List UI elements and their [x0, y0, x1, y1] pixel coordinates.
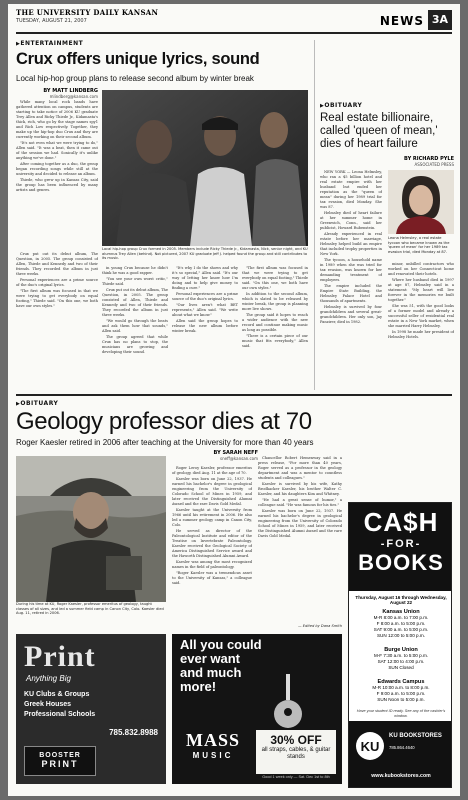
geo-paragraph: Chancellor Robert Hemenway said in a press release, "For more than 40 years, Roger served as a professor in the geology department and was a mentor to countless students and colleagues." — [258, 456, 342, 480]
print-ad-bullet: KU Clubs & Groups — [24, 691, 90, 698]
crux-byline-name: BY MATT LINDBERG — [43, 88, 98, 94]
cash-title-mid: -FOR- — [380, 538, 422, 550]
geo-headline: Geology professor dies at 70 — [16, 408, 312, 435]
crux-paragraph: "It's not even what we were trying to do," Allen said. "It was a beat, then it came out of the session we had. Sonically it's unlike anything we've done." — [16, 141, 98, 160]
kaesler-photo — [16, 456, 166, 602]
print-ad-bullets — [24, 690, 95, 720]
mass-music-ad[interactable] — [172, 634, 342, 784]
crux-photo-art — [102, 90, 308, 246]
cash-title-bottom: BOOKS — [358, 550, 444, 575]
crux-paragraph: Personal experiences are a prime source of the duo's original lyrics. — [172, 292, 238, 301]
geo-paragraph: Kaesler is survived by his wife, Kathy Brodhacker Kaesler, his brother Walter C. Kaesler, and his daughters Kim and Whitney. — [258, 482, 342, 496]
crux-paragraph: While many local rock bands have gathered attention on campus, students are starting to take notice of 2006 KU graduate Trey Allen and Ricky Thiede Jr., Kidamasta's thick, rich, who go by the stage names spy1 and Rich Low respectively. Together, they make up the hip-hop duo Crux and they are currently working on their second album. — [16, 100, 98, 139]
logo-bottom-text: PRINT — [41, 759, 79, 769]
obit1-paragraph: Where her husband died in 1997 at age 87, Helmsley said in a statement: "My heart will live forever in the memories we built together." — [388, 278, 454, 302]
section-rule — [16, 394, 452, 396]
ku-bookstores-logo-icon — [355, 731, 385, 761]
geo-byline — [178, 450, 258, 461]
crux-paragraph: "Our lives aren't what BET represents," Allen said. "We write about what we know." — [172, 303, 238, 317]
crux-paragraph: "There is a certain piece of our music that fits everybody," Allen said. — [242, 334, 308, 348]
newspaper-page — [8, 4, 460, 796]
booster-print-logo — [24, 746, 96, 776]
cash-hours: SAT 12:00 to 4:00 p.m. — [377, 659, 425, 664]
crux-column-3 — [172, 266, 238, 390]
mass-ad-line: more! — [180, 679, 217, 694]
obit1-paragraph: In 1998 he made her president of Helmsley Hotels. — [388, 330, 454, 339]
crux-paragraph: "It's why I do the shows and why it's so special," Allen said. "It's our way of letting her know how I'm doing and to help give money to finding a cure." — [172, 266, 238, 290]
cash-title-top: CA$H — [363, 507, 439, 537]
geo-subhead: Roger Kaesler retired in 2006 after teaching at the University for more than 40 years — [16, 438, 314, 447]
crux-column-1b — [16, 252, 98, 390]
cash-location-name: Burge Union — [384, 647, 418, 653]
cash-hours: SAT 9:00 a.m. to 5:00 p.m. — [373, 627, 429, 632]
crux-byline — [16, 88, 98, 99]
obit1-byline-org: ASSOCIATED PRESS — [414, 162, 454, 167]
geo-byline-email: sneff@kansan.com — [220, 456, 258, 461]
cash-location-edwards — [353, 679, 449, 703]
obit1-paragraph: Already experienced in real estate before her marriage, Helmsley helped build an empire that included trophy properties in New York. — [320, 232, 382, 256]
geo-paragraph: Kaesler was born on June 22, 1937. He earned his bachelor's degree in geological engineering from the University of Colorado School of Mines in 1959, and later received the Distinguished Alumni Award and the rare Davis Gold Medal. — [172, 477, 252, 506]
crux-paragraph: "You see your own worst critic," Thiede said. — [102, 277, 168, 286]
crux-photo-caption: Local hip-hop group Crux formed in 2005. Members include Ricky Thiede Jr., Kidamasta, Nick, senior night, and KU alumnus Trey Allen (behind). Not pictured, 2007 KU graduate Jeff J. helped found the group and still contributes to its music. — [102, 247, 308, 261]
mass-logo-brand: MASS — [185, 730, 240, 750]
obit1-byline — [320, 156, 454, 167]
geo-paragraph: Kaesler was born on June 22, 1937. He earned his bachelor's degree in geological engineering from the University of Colorado School of Mines in 1959, and later received the Distinguished Alumni Award and the rare Davis Gold Medal. — [258, 509, 342, 538]
obit1-headline: Real estate billionaire, called 'queen of mean,' dies of heart failure — [320, 112, 438, 150]
crux-paragraph: The group said it hopes to reach a wider audience with the new record and continue making music as long as possible. — [242, 313, 308, 332]
obit1-paragraph: Helmsley is survived by four grandchildren and several great-grandchildren. Her only son, Jay Panzirer, died in 1982. — [320, 305, 382, 324]
mass-offer-bottom: all straps, cables, & guitar stands — [261, 747, 331, 760]
obit1-column-1 — [320, 170, 382, 390]
mass-ad-line: ever want — [180, 651, 240, 666]
crux-subhead: Local hip-hop group plans to release second album by winter break — [16, 74, 254, 83]
mass-music-logo — [178, 730, 248, 760]
cash-location-name: Kansas Union — [382, 609, 420, 615]
crux-paragraph: After coming together as a duo, the group began recording songs while still at the university and decided to release an album. — [16, 162, 98, 176]
mass-offer-top: 30% OFF — [270, 733, 322, 747]
ku-bookstores-phone: 785.864.4640 — [389, 745, 415, 750]
column-divider — [314, 40, 315, 390]
cash-hours: M-R 8:00 a.m. to 7:00 p.m. — [373, 615, 429, 620]
booster-print-ad[interactable] — [16, 634, 166, 784]
print-ad-sub: Anything Big — [26, 674, 71, 683]
geo-byline-name: BY SARAH NEFF — [213, 450, 258, 456]
cash-hours: SUN Closed — [388, 665, 414, 670]
crux-paragraph: Crux put out its debut album, The Question, in 2005. The group consisted of Allen, Thiede and Kennedy and two of their friends. They recorded the album in just three weeks. — [102, 288, 168, 317]
mass-ad-line: All you could — [180, 637, 262, 652]
geo-column-1 — [172, 466, 252, 622]
section-name: NEWS — [379, 14, 424, 28]
page-number: 3A — [428, 10, 452, 30]
svg-text:KU: KU — [360, 739, 380, 754]
geo-paragraph: Kaesler was among the most recognized names in the field of paleontology. — [172, 560, 252, 569]
crux-paragraph: in young Crux because he didn't think he was a good rapper. — [102, 266, 168, 275]
obit1-paragraph: NEW YORK — Leona Helmsley, who ran a $5 billion hotel and real estate empire with her husband but ended her reputation as the "queen of mean" during her 1989 trial for tax evasion, died Monday. She was 87. — [320, 170, 382, 209]
cash-hours: M-F 7:30 a.m. to 5:00 p.m. — [373, 653, 429, 658]
cash-hours: M-R 10:00 a.m. to 8:00 p.m. — [372, 685, 430, 690]
ku-bookstores-footer — [349, 721, 452, 788]
obit1-paragraph: Helmsley died of heart failure at her summer home in Greenwich, Conn., said her publicist, Howard Rubenstein. — [320, 211, 382, 230]
crux-column-1 — [16, 100, 98, 248]
cash-hours: F 9:00 a.m. to 5:00 p.m. — [376, 691, 426, 696]
ku-bookstores-brand: KU BOOKSTORES — [389, 733, 442, 739]
kaesler-caption: During his time at KU, Roger Kaesler, professor emeritus of geology, taught classes of all sizes, and led a summer field camp in Canon City, Colo. Kaesler died Aug. 11, retired in 2006. — [16, 602, 164, 616]
crux-headline: Crux offers unique lyrics, sound — [16, 50, 260, 68]
helmsley-caption: Leona Helmsley, a real estate tycoon who became known as the 'queen of mean' for her 1989 tax evasion trial, died Monday at 87. — [388, 236, 450, 254]
obit1-paragraph: minor, unbilled contractors who worked on her Connecticut home and renovated their hotels. — [388, 262, 454, 276]
issue-date: TUESDAY, AUGUST 21, 2007 — [16, 18, 87, 24]
crux-column-4 — [242, 266, 308, 390]
geo-section-label: ▶ OBITUARY — [16, 400, 58, 407]
geo-paragraph: Kaesler taught at the University from 1966 until his retirement in 2006. He also led a summer geology camp in Canon City, Colo. — [172, 508, 252, 527]
crux-paragraph: Personal experiences are a prime source of the duo's original lyrics. — [16, 278, 98, 287]
obit1-column-2 — [388, 262, 454, 390]
cash-location-name: Edwards Campus — [377, 679, 425, 685]
cash-location-burge-union — [353, 647, 449, 671]
obit1-paragraph: The tycoon, a household name in 1989 when she was tried for tax evasion, was known for her demanding treatment of employees. — [320, 258, 382, 282]
kaesler-photo-art — [16, 456, 166, 602]
cash-dates: Thursday, August 16 through Wednesday, August 22 — [355, 595, 447, 605]
crux-column-2 — [102, 266, 168, 390]
mass-logo-sub: MUSIC — [192, 751, 234, 760]
mass-ad-line: and much — [180, 665, 242, 680]
helmsley-photo-art — [388, 170, 454, 234]
crux-paragraph: Allen said the group hopes to release the new album before winter break. — [172, 319, 238, 333]
cash-hours: SUN Noon to 5:00 p.m. — [377, 697, 425, 702]
obit1-section-label: ▶ OBITUARY — [320, 102, 362, 109]
geo-edited-by: — Edited by Dana Smith — [298, 624, 342, 628]
print-ad-bullet: Professional Schools — [24, 711, 96, 718]
crux-paragraph: In addition to the second album, which is slated to be released by winter break, the group is planning more live shows. — [242, 292, 308, 311]
geo-paragraph: "He had a great sense of humor," a colleague said. "He was famous for his ties." — [258, 498, 342, 507]
logo-top-text: BOOSTER — [39, 752, 81, 759]
crux-byline-email: mlindberg@kansan.com — [49, 94, 98, 99]
cash-ad-banner — [349, 503, 452, 591]
print-ad-headline: Print — [24, 640, 96, 673]
paper-name: THE UNIVERSITY DAILY KANSAN — [16, 8, 159, 17]
crux-paragraph: "The first album was focused in that we were trying to get everybody on equal footing," Thiede said. "On this one, we both have our own styles." — [16, 289, 98, 308]
geo-paragraph: He served as director of the Paleontological Institute and editor of the Treatise on Invertebrate Paleontology. Kaesler received the Geological Society of America Distinguished Service award and the Haworth Distinguished Alumni Award. — [172, 529, 252, 558]
mass-offer-box — [256, 730, 336, 774]
print-ad-phone: 785.832.8988 — [109, 728, 158, 737]
geo-paragraph: "Roger Kaesler was a tremendous asset to the University of Kansas," a colleague said. — [172, 571, 252, 585]
crux-paragraph: Crux put out its debut album, The Question, in 2005. The group consisted of Allen, Thiede and Kennedy and two of their friends. They recorded the album in just three weeks. — [16, 252, 98, 276]
obit1-byline-name: BY RICHARD PYLE — [404, 156, 454, 162]
cash-note: Have your student ID ready. See any of the cashier's window. — [356, 709, 446, 718]
cash-for-books-ad[interactable] — [348, 502, 452, 788]
crux-section-label: ▶ ENTERTAINMENT — [16, 40, 83, 47]
geo-column-2 — [258, 456, 342, 622]
mass-ad-tagline — [180, 638, 340, 694]
cash-hours: F 8:00 a.m. to 5:00 p.m. — [376, 621, 426, 626]
print-ad-bullet: Greek Houses — [24, 701, 72, 708]
crux-paragraph: "The first album was focused in that we were trying to get everybody on equal footing," Thiede said. "On this one, we both have our own styles." — [242, 266, 308, 290]
ku-bookstores-url[interactable]: www.kubookstores.com — [371, 773, 431, 779]
helmsley-photo — [388, 170, 454, 234]
crux-group-photo — [102, 90, 308, 246]
crux-paragraph: Thiede, who grew up in Kansas City, said the group has been influenced by many artists and genres. — [16, 178, 98, 192]
cash-location-kansas-union — [353, 609, 449, 639]
mass-fine-print: Good 1 week only — Sat. Dec 1st to 8th — [262, 775, 330, 779]
crux-paragraph: "We would go through the beats and ask them how that sounds," Allen said. — [102, 319, 168, 333]
obit1-paragraph: The empire included the Empire State Building, the Helmsley Palace Hotel and thousands of apartments. — [320, 284, 382, 303]
cash-hours: SUN 12:00 to 5:00 p.m. — [376, 633, 425, 638]
obit1-paragraph: She was 51, with the good looks of a former model and already a successful seller of residential real estate in a New York market, when she married Harry Helmsley. — [388, 304, 454, 328]
crux-paragraph: The group agreed that while Crux has no plans to stop, the musicians are growing and developing their sound. — [102, 335, 168, 354]
guitar-icon — [268, 674, 308, 730]
geo-paragraph: Roger Leroy Kaesler, professor emeritus of geology, died Aug. 11 at the age of 70. — [172, 466, 252, 475]
masthead — [16, 6, 452, 34]
